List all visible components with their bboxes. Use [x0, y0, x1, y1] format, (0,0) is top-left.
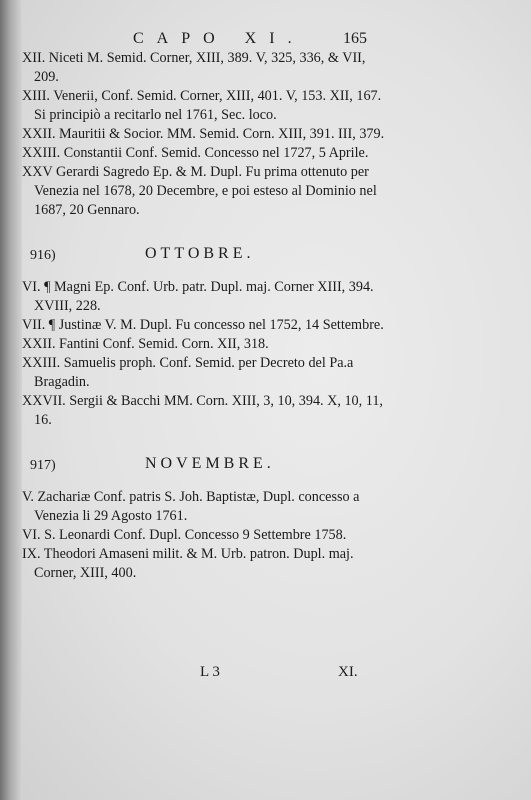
section-heading — [22, 452, 392, 480]
section-continued — [22, 49, 392, 220]
page-body — [22, 49, 392, 583]
page-number: 165 — [343, 30, 367, 47]
entry: XXII. Fantini Conf. Semid. Corn. XII, 318. — [22, 336, 269, 352]
section-number: 916) — [30, 248, 56, 263]
entry: VII. ¶ Justinæ V. M. Dupl. Fu concesso nel 1752, 14 Settembre. — [22, 317, 384, 333]
entry: XXV Gerardi Sagredo Ep. & M. Dupl. Fu prima ottenuto per Venezia nel 1678, 20 Decembre, e poi esteso al Dominio nel 1687, 20 Gennaro. — [22, 164, 377, 218]
section-novembre — [22, 452, 392, 583]
entry: XXII. Mauritii & Socior. MM. Semid. Corn. XIII, 391. III, 379. — [22, 126, 385, 142]
entry: VI. ¶ Magni Ep. Conf. Urb. patr. Dupl. maj. Corner XIII, 394. XVIII, 228. — [22, 279, 374, 314]
entry: XXIII. Samuelis proph. Conf. Semid. per Decreto del Pa.a Bragadin. — [22, 355, 354, 390]
section-heading — [22, 242, 392, 270]
entry: XII. Niceti M. Semid. Corner, XIII, 389. V, 325, 336, & VII, 209. — [22, 50, 366, 85]
entry: XXIII. Constantii Conf. Semid. Concesso nel 1727, 5 Aprile. — [22, 145, 369, 161]
signature-mark: L 3 — [200, 664, 220, 680]
entry: XIII. Venerii, Conf. Semid. Corner, XIII, 401. V, 153. XII, 167. Si principiò a recitarlo nel 1761, Sec. loco. — [22, 88, 382, 123]
section-title: NOVEMBRE. — [145, 455, 275, 472]
entry: XXVII. Sergii & Bacchi MM. Corn. XIII, 3, 10, 394. X, 10, 11, 16. — [22, 393, 383, 428]
entry: V. Zachariæ Conf. patris S. Joh. Baptistæ, Dupl. concesso a Venezia li 29 Agosto 1761. — [22, 489, 360, 524]
entry: VI. S. Leonardi Conf. Dupl. Concesso 9 Settembre 1758. — [22, 527, 347, 543]
section-ottobre — [22, 242, 392, 430]
running-title: CAPO XI. — [133, 30, 305, 47]
section-number: 917) — [30, 458, 56, 473]
catchword: XI. — [338, 664, 358, 680]
entry: IX. Theodori Amaseni milit. & M. Urb. patron. Dupl. maj. Corner, XIII, 400. — [22, 546, 354, 581]
page-footer — [0, 664, 531, 686]
section-title: OTTOBRE. — [145, 245, 255, 262]
